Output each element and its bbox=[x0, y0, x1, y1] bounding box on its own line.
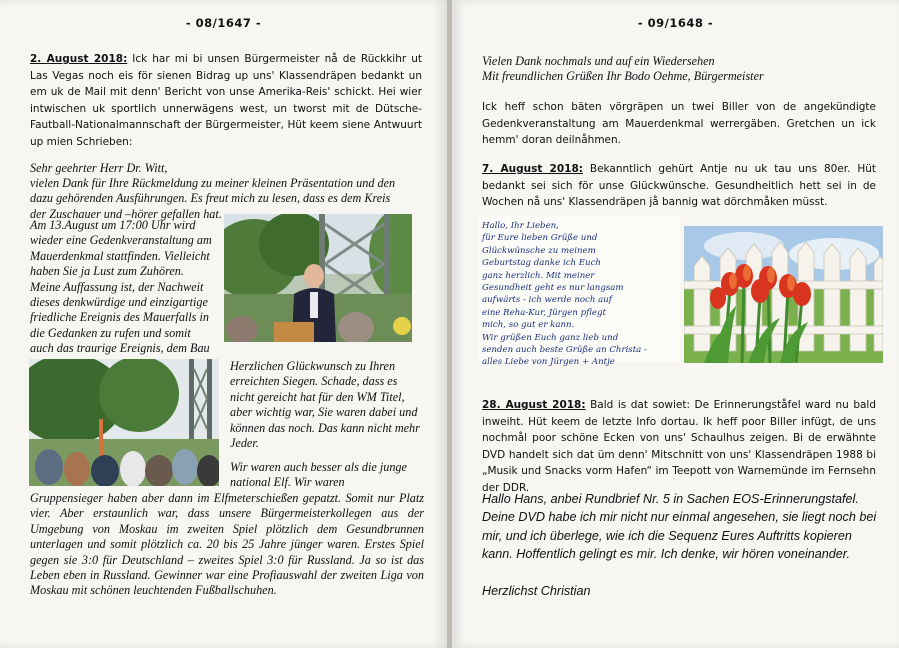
tulips-card-image bbox=[684, 226, 883, 363]
letter-line: Am 13.August um 17:00 Uhr wird bbox=[30, 218, 196, 232]
entry-date: 7. August 2018: bbox=[482, 163, 583, 175]
letter-closing bbox=[482, 54, 882, 85]
letter-line: Mit freundlichen Grüßen Ihr Bodo Oehme, Bürgermeister bbox=[482, 69, 764, 84]
letter-line: Meine Auffassung ist, der Nachweit bbox=[30, 279, 204, 294]
handwritten-line: Hallo, Ihr Lieben, bbox=[482, 221, 559, 231]
handwritten-line: mich, so gut er kann. bbox=[482, 320, 575, 331]
photo-memorial-speaker-image bbox=[224, 214, 412, 342]
letter-line: können das noch. Das kann nicht mehr bbox=[230, 420, 420, 435]
letter-line: Vielen Dank nochmals und auf ein Wiedersehen bbox=[482, 54, 715, 68]
photo-memorial-crowd bbox=[29, 359, 219, 486]
entry-aug-7 bbox=[482, 161, 876, 211]
letter-ending: Gruppensieger haben aber dann im Elfmeterschießen gepatzt. Somit nur Platz vier. Aber erstaunlich war, dass unsere Bürgermeisterkollegen aus der Umgebung von Moskau im zweiten Spiel plötzlich dem Gesundbrunnen unterlagen und somit plötzlich ca. 20 bis 25 Jahre jünger waren. Erstes Spiel gegen sie 3:0 für Deutschland – zweites Spiel 3:0 für Russland. Ja so ist das Leben eben in Russland. Gewinner war eine Profiauswahl der zweiten Liga von Moskau mit schönen leuchtenden Fußballschuhen. bbox=[30, 491, 424, 598]
letter-congrats bbox=[230, 359, 426, 451]
letter-line: die Gedanken zu rufen und somit bbox=[30, 325, 191, 340]
right-page-number: - 09/1648 - bbox=[637, 16, 714, 30]
email-text: Hallo Hans, anbei Rundbrief Nr. 5 in Sachen EOS-Erinnerungstafel. Deine DVD habe ich mir nicht nur einmal angesehen, sie liegt noch bei mir, und ich überlege, wie ich die Sequenz Eures Auftritts kopieren kann. Hoffentlich gelingt es mir. Ich denke, wir hören voneinander. bbox=[482, 492, 877, 562]
entry-aug-28 bbox=[482, 397, 876, 497]
entry-aug-2 bbox=[30, 51, 422, 151]
entry-text: Ick har mi bi unsen Bürgermeister nå de Rückkihr ut Las Vegas noch eis för sienen Bidrag up uns' Klassendräpen bedankt un em uk de Mail mit denn' Bericht von unse Amerika-Reis' schickt. Hei wier intwischen uk sportlich unnerwägens west, un tworst mit de Dütsche-Fautball-Nationalmannschaft der Bürgermeister, Hüt keem siene Antwuurt up mien Schrieben: bbox=[30, 53, 422, 148]
entry-text: Bekanntlich gehürt Antje nu uk tau uns 80er. Hüt bedankt sei sich för unse Glückwünsche. Gesundheitlich hett sei in de Wochen nå uns' Klassendräpen jå bannig wat dörchmåken müsst. bbox=[482, 163, 876, 209]
tulips-illustration bbox=[684, 226, 883, 363]
handwritten-line: für Eure lieben Grüße und bbox=[482, 233, 598, 244]
handwritten-line: Geburtstag danke ich Euch bbox=[482, 258, 601, 269]
handwritten-text bbox=[478, 216, 680, 369]
letter-line: erreichten Siegen. Schade, dass es bbox=[230, 374, 398, 389]
letter-intro: vielen Dank für Ihre Rückmeldung zu meiner kleinen Präsentation und den dazu gehörenden Ausführungen. Es freut mich zu lesen, dass es dem Kreis der Zuschauer und –hörer gefallen hat. bbox=[30, 176, 396, 221]
paragraph-pictures: Ick heff schon bäten vörgräpen un twei Biller von de angekündigte Gedenkveranstaltung am Mauerdenkmal werrergäben. Gretchen un ick hemm' doran deilnåhmen. bbox=[482, 101, 876, 147]
handwritten-line: aufwärts - ich werde noch auf bbox=[482, 295, 612, 306]
left-page-number: - 08/1647 - bbox=[185, 16, 262, 30]
entry-text: Bald is dat sowiet: De Erinnerungståfel ward nu bald inweiht. Hüt keem de letzte Info dortau. Ik heff poor Biller infügt, de uns nochmål poor schöne Ecken von uns' Schaulhus zeigen. Bi de erwähnte DVD handelt sich dat üm denn' Mitschnitt von uns' Klassendräpen 1988 bi „Musik und Snacks vorm Hafen“ im Teepott von Warnemünde im Fernsehn der DDR. bbox=[482, 399, 876, 494]
letter-greeting: Sehr geehrter Herr Dr. Witt, bbox=[30, 161, 168, 175]
letter-line: Herzlichen Glückwunsch zu Ihren bbox=[230, 359, 396, 373]
handwritten-line: ganz herzlich. Mit meiner bbox=[482, 270, 595, 281]
letter-column-text bbox=[30, 218, 225, 372]
email-signoff: Herzlichst Christian bbox=[482, 584, 591, 598]
letter-line: auch das traurige Ereignis, dem Bau bbox=[30, 341, 210, 356]
handwritten-line: senden auch beste Grüße an Christa - bbox=[482, 345, 647, 356]
letter-line: national Elf. Wir waren bbox=[230, 475, 345, 490]
letter-line: dieses denkwürdige und einzigartige bbox=[30, 295, 208, 310]
letter-football bbox=[230, 460, 426, 491]
left-page bbox=[0, 0, 447, 648]
right-page bbox=[452, 0, 899, 648]
photo-memorial-speaker bbox=[224, 214, 412, 342]
letter-line: wieder eine Gedenkveranstaltung am bbox=[30, 233, 212, 248]
handwritten-line: eine Reha-Kur, Jürgen pflegt bbox=[482, 307, 606, 318]
handwritten-card bbox=[478, 216, 680, 368]
entry-date: 2. August 2018: bbox=[30, 53, 128, 65]
letter-line: aber wichtig war, Sie waren dabei und bbox=[230, 405, 418, 420]
photo-memorial-crowd-image bbox=[29, 359, 219, 486]
handwritten-line: alles Liebe von Jürgen + Antje bbox=[482, 357, 615, 368]
letter-line: Mauerdenkmal stattfinden. Vielleicht bbox=[30, 248, 210, 263]
handwritten-line: Wir grüßen Euch ganz lieb und bbox=[482, 332, 619, 343]
entry-date: 28. August 2018: bbox=[482, 399, 586, 411]
letter-line: haben Sie ja Lust zum Zuhören. bbox=[30, 264, 184, 279]
handwritten-line: Glückwünsche zu meinem bbox=[482, 245, 596, 256]
letter-line: nicht gereicht hat für den WM Titel, bbox=[230, 389, 405, 404]
handwritten-line: Gesundheit geht es nur langsam bbox=[482, 283, 624, 294]
letter-line: friedliche Ereignis des Mauerfalls in bbox=[30, 310, 209, 325]
letter-line: Wir waren auch besser als die junge bbox=[230, 460, 407, 474]
letter-line: Jeder. bbox=[230, 436, 259, 451]
